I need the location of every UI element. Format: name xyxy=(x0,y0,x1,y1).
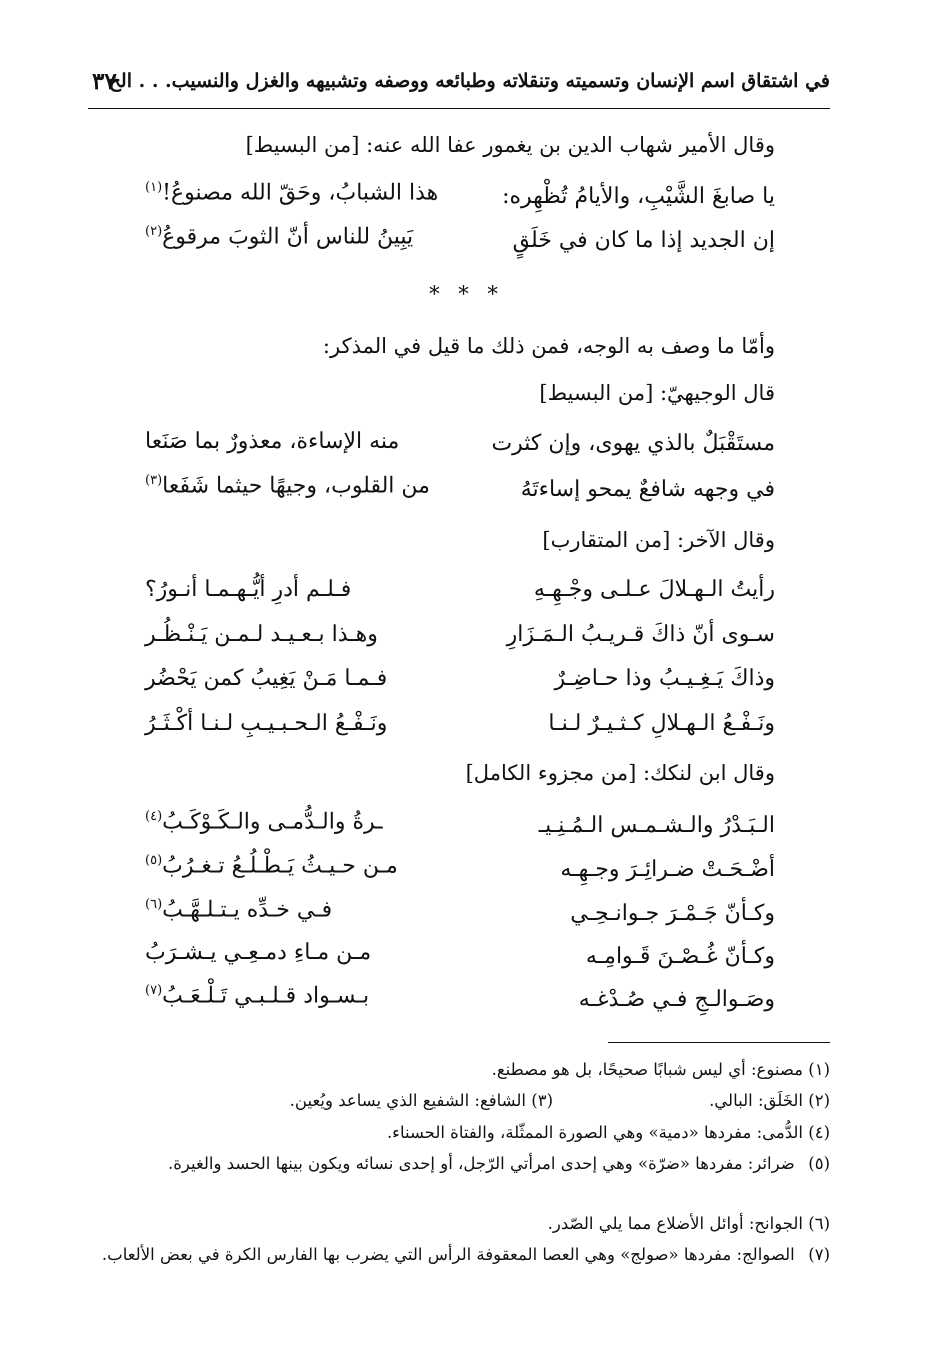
footnote-4 xyxy=(387,1123,830,1142)
footnote-ref-1: (١) xyxy=(145,180,163,195)
footnote-text: الشافع: الشفيع الذي يساعد ويُعين. xyxy=(289,1091,526,1110)
footnote-ref-5: (٥) xyxy=(145,853,163,868)
running-header xyxy=(88,62,830,109)
verse-11-first-hemistich: وكـأنّ جَـمْـرَ جـوانـحِـي xyxy=(570,901,775,926)
verse-7-second-hemistich: فـمـا مَـنْ يَغِيبُ كمن يَحْضُر xyxy=(145,666,388,691)
footnote-6 xyxy=(548,1214,830,1233)
footnote-ref-6: (٦) xyxy=(145,897,163,912)
verse-2-second-hemistich: يَبِينُ للناس أنّ الثوبَ مرقوعُ$^{(٢)}$ xyxy=(145,224,414,250)
verse-1-first-hemistich: يا صابغَ الشَّيْبِ، والأيامُ تُظْهِره: xyxy=(502,184,775,209)
footnote-text: الصوالج: مفردها «صولج» وهي العصا المعقوفة الرأس التي يضرب بها الفارس الكرة في بعض الألعاب. xyxy=(101,1245,795,1264)
footnote-5 xyxy=(100,1150,830,1177)
footnote-number: (٣) xyxy=(531,1091,553,1110)
verse-4-second-hemistich: من القلوب، وجيهًا حيثما شَفَعا$^{(٣)}$ xyxy=(145,473,430,499)
section-separator: * * * xyxy=(429,282,504,306)
verse-3-first-hemistich: مستَقْبَلٌ بالذي يهوى، وإن كثرت xyxy=(491,431,775,456)
page-number: ٣٧ xyxy=(92,68,117,95)
header-title: في اشتقاق اسم الإنسان وتسميته وتنقلاته وطبائعه ووصفه وتشبيهه والغزل والنسيب. . . الخ xyxy=(108,70,830,92)
verse-10-first-hemistich: أضْـحَـتْ ضـرائِـرَ وجـهِـه xyxy=(560,857,775,882)
footnote-ref-7: (٧) xyxy=(145,983,163,998)
verse-2-first-hemistich: إن الجديد إذا ما كان في خَلَقٍ xyxy=(512,228,775,253)
poet-line-wajihi: قال الوجيهيّ: [من البسيط] xyxy=(539,381,775,405)
verse-1-second-hemistich: هذا الشبابُ، وحَقّ الله مصنوعُ!$^{(١)}$ xyxy=(145,180,439,206)
footnote-text: الجوانح: أوائل الأضلاع مما يلي الصّدر. xyxy=(547,1214,803,1233)
footnote-text: ضرائر: مفردها «ضرّة» وهي إحدى امرأتي الرّجل، أو إحدى نسائه ويكون بينها الحسد والغيرة. xyxy=(167,1154,795,1173)
footnote-number: (٦) xyxy=(808,1214,830,1233)
verse-5-first-hemistich: رأيتُ الـهـلالَ عـلـى وجْـهِـهِ xyxy=(533,577,775,602)
footnote-ref-3: (٣) xyxy=(145,473,163,488)
verse-8-first-hemistich: ونَـفْـعُ الـهـلالِ كـثـيـرٌ لـنـا xyxy=(548,711,775,736)
verse-13-first-hemistich: وصَـوالـجِ فـي صُـدْغـه xyxy=(578,987,775,1012)
verse-10-second-hemistich: مـن حـيـثُ يَـطْـلُـعُ تـغـرُبُ$^{(٥)}$ xyxy=(145,853,398,879)
footnote-number: (٤) xyxy=(808,1123,830,1142)
footnote-number: (٧) xyxy=(808,1245,830,1264)
footnote-ref-2: (٢) xyxy=(145,224,163,239)
footnote-3 xyxy=(290,1091,553,1110)
footnote-number: (١) xyxy=(808,1060,830,1079)
footnote-text: الدُّمى: مفردها «دمية» وهي الصورة الممثّلة، والفتاة الحسناء. xyxy=(386,1123,803,1142)
footnote-separator xyxy=(608,1042,830,1043)
footnote-ref-4: (٤) xyxy=(145,809,163,824)
footnote-7 xyxy=(100,1241,830,1268)
footnote-number: (٥) xyxy=(808,1154,830,1173)
verse-11-second-hemistich: فـي خـدِّه يـتـلـهَّـبُ$^{(٦)}$ xyxy=(145,897,333,923)
verse-6-second-hemistich: وهـذا بـعـيـد لـمـن يَـنْـظُـر xyxy=(145,622,378,647)
footnote-2 xyxy=(709,1091,830,1110)
verse-6-first-hemistich: سـوى أنّ ذاكَ قـريـبُ الـمَـزَارِ xyxy=(506,622,775,647)
intro-line-1: وقال الأمير شهاب الدين بن يغمور عفا الله عنه: [من البسيط] xyxy=(245,133,775,157)
verse-9-first-hemistich: الـبَـدْرُ والـشـمـس الـمُـنِـيـ xyxy=(538,813,775,838)
verse-13-second-hemistich: بـسـواد قـلـبـي تَـلْـعَـبُ$^{(٧)}$ xyxy=(145,983,370,1009)
verse-9-second-hemistich: ـرةُ والـدُّمـى والـكَـوْكَـبُ$^{(٤)}$ xyxy=(145,809,383,835)
verse-5-second-hemistich: فـلـم أدرِ أيُّـهـمـا أنـورُ؟ xyxy=(145,577,352,602)
verse-3-second-hemistich: منه الإساءة، معذورٌ بما صَنَعا xyxy=(145,429,400,454)
intro-line-2: وأمّا ما وصف به الوجه، فمن ذلك ما قيل في المذكر: xyxy=(322,334,775,358)
verse-4-first-hemistich: في وجهه شافعٌ يمحو إساءتَهُ xyxy=(520,477,775,502)
footnote-1 xyxy=(492,1060,830,1079)
verse-12-second-hemistich: مـن مـاءِ دمـعِـي يـشـرَبُ xyxy=(145,940,372,965)
footnote-number: (٢) xyxy=(808,1091,830,1110)
verse-12-first-hemistich: وكـأنّ غُـصْـنَ قَـوامِـه xyxy=(585,944,775,969)
verse-7-first-hemistich: وذاكَ يَـغِـيـبُ وذا حـاضِـرٌ xyxy=(554,666,775,691)
verse-8-second-hemistich: ونَـفْـعُ الـحـبـيـبِ لـنـا أكْـثَـرُ xyxy=(145,711,388,736)
footnote-text: الخَلَق: البالي. xyxy=(709,1091,803,1110)
poet-line-ibn-lankak: وقال ابن لنكك: [من مجزوء الكامل] xyxy=(465,761,775,785)
footnote-text: مصنوع: أي ليس شبابًا صحيحًا، بل هو مصطنع. xyxy=(491,1060,803,1079)
poet-line-akhar: وقال الآخر: [من المتقارب] xyxy=(542,528,775,552)
